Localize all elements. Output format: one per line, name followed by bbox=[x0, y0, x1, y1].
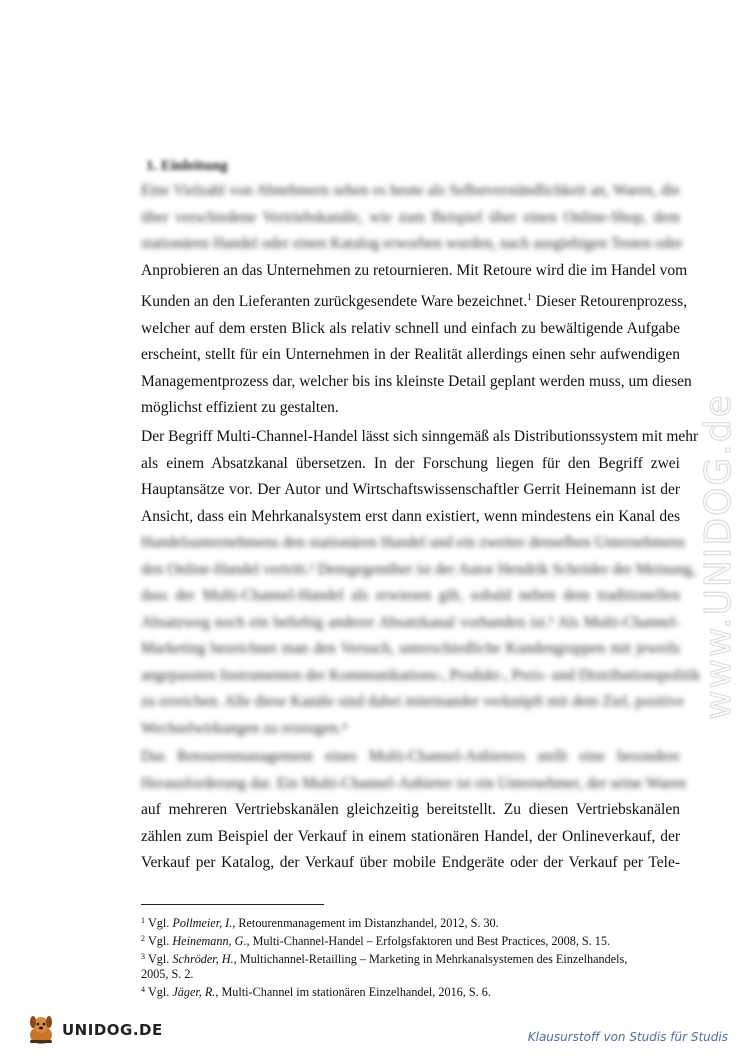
blurred-line: Eine Vielzahl von Abnehmern sehen es heute als Selbstverständlichkeit an, Waren, die bbox=[141, 182, 680, 199]
blurred-line: dass der Multi-Channel-Handel als erwiesen gilt, sobald neben dem traditionellen bbox=[141, 587, 680, 604]
blurred-line: Handelsunternehmens den stationären Handel und ein zweiter denselben Unternehmens bbox=[141, 534, 686, 551]
blurred-line: Absatzweg noch ein beliebig anderer Absatzkanal vorhanden ist.³ Als Multi-Channel- bbox=[141, 613, 680, 631]
footnote-marker: 1 bbox=[527, 292, 532, 302]
blurred-line: über verschiedene Vertriebskanäle, wie zum Beispiel über einen Online-Shop, dem bbox=[141, 208, 680, 226]
unidog-logo bbox=[24, 1012, 163, 1048]
watermark-text: www.UNIDOG.de bbox=[700, 393, 739, 720]
text-line: Hauptansätze vor. Der Autor und Wirtschaftswissenschaftler Gerrit Heinemann ist der bbox=[141, 481, 680, 498]
text-line: Verkauf per Katalog, der Verkauf über mobile Endgeräte oder der Verkauf per Tele- bbox=[141, 854, 680, 871]
text-line bbox=[141, 284, 688, 316]
footer-tagline: Klausurstoff von Studis für Studis bbox=[527, 1030, 728, 1044]
watermark bbox=[700, 270, 740, 730]
paragraph-3 bbox=[141, 744, 686, 877]
watermark-graphic bbox=[700, 270, 740, 730]
paragraph-2 bbox=[141, 424, 701, 742]
text-line: zählen zum Beispiel der Verkauf in einem stationären Handel, der Onlineverkauf, der bbox=[141, 827, 680, 845]
blurred-line: stationären Handel oder einen Katalog erworben wurden, nach ausgiebigen Testen oder bbox=[141, 235, 683, 252]
footnote-3-continuation: 2005, S. 2. bbox=[141, 967, 194, 981]
section-heading: 1. Einleitung bbox=[146, 158, 228, 174]
text-line: Managementprozess dar, welcher bis ins kleinste Detail geplant werden muss, um diesen bbox=[141, 372, 692, 390]
blurred-line: den Online-Handel vertritt.² Demgegenüber ist der Autor Hendrik Schröder der Meinung, bbox=[141, 560, 696, 578]
blurred-line: Herausforderung dar. Ein Multi-Channel-Anbieter ist ein Unternehmer, der seine Waren bbox=[141, 774, 686, 792]
blurred-line: Das Retourenmanagement eines Multi-Channel-Anbieters stellt eine besondere bbox=[141, 748, 680, 765]
footnote-2: $^2$ Vgl. Heinemann, G., Multi-Channel-Handel – Erfolgsfaktoren und Best Practices, 2008, S. 15. bbox=[141, 934, 611, 948]
text-line: möglichst effizient zu gestalten. bbox=[141, 399, 339, 417]
paragraph-1 bbox=[141, 178, 692, 422]
blurred-line: angepassten Instrumenten der Kommunikations-, Produkt-, Preis- und Distributionspolitik bbox=[141, 666, 701, 684]
text-line: Der Begriff Multi-Channel-Handel lässt sich sinngemäß als Distributionssystem mit mehr bbox=[141, 428, 699, 445]
text-line: Anprobieren an das Unternehmen zu retournieren. Mit Retoure wird die im Handel vom bbox=[141, 261, 688, 279]
footnote-4: $^4$ Vgl. Jäger, R., Multi-Channel im stationären Einzelhandel, 2016, S. 6. bbox=[141, 985, 491, 999]
blurred-line: Wechselwirkungen zu erzeugen.⁴ bbox=[141, 719, 347, 737]
logo-wordmark: UNIDOG.DE bbox=[62, 1021, 163, 1039]
footnote-divider bbox=[141, 904, 324, 905]
text-line: auf mehreren Vertriebskanälen gleichzeitig bereitstellt. Zu diesen Vertriebskanälen bbox=[141, 801, 680, 818]
text-line: als einem Absatzkanal übersetzen. In der Forschung liegen für den Begriff zwei bbox=[141, 454, 680, 472]
text-fragment: Kunden an den Lieferanten zurückgesendete Ware bezeichnet. bbox=[141, 293, 528, 311]
footnote-3: $^3$ Vgl. Schröder, H., Multichannel-Retailling – Marketing in Mehrkanalsystemen des Einzelhandels, bbox=[141, 952, 628, 966]
blurred-line: zu erreichen. Alle diese Kanäle sind dabei miteinander verknüpft mit dem Ziel, positive bbox=[141, 693, 685, 710]
blurred-line: Marketing bezeichnet man den Versuch, unterschiedliche Kundengruppen mit jeweils bbox=[141, 640, 680, 657]
footnote-1: $^1$ Vgl. Pollmeier, I., Retourenmanagement im Distanzhandel, 2012, S. 30. bbox=[141, 916, 499, 930]
text-line: welcher auf dem ersten Blick als relativ schnell und einfach zu bewältigende Aufgabe bbox=[141, 319, 680, 337]
dog-mascot-icon bbox=[24, 1013, 58, 1047]
text-line: Ansicht, dass ein Mehrkanalsystem erst dann existiert, wenn mindestens ein Kanal des bbox=[141, 507, 680, 525]
text-fragment: Dieser Retourenprozess, bbox=[531, 293, 688, 311]
footnotes bbox=[141, 913, 701, 1000]
text-line: erscheint, stellt für ein Unternehmen in der Realität allerdings einen sehr aufwendigen bbox=[141, 346, 680, 364]
